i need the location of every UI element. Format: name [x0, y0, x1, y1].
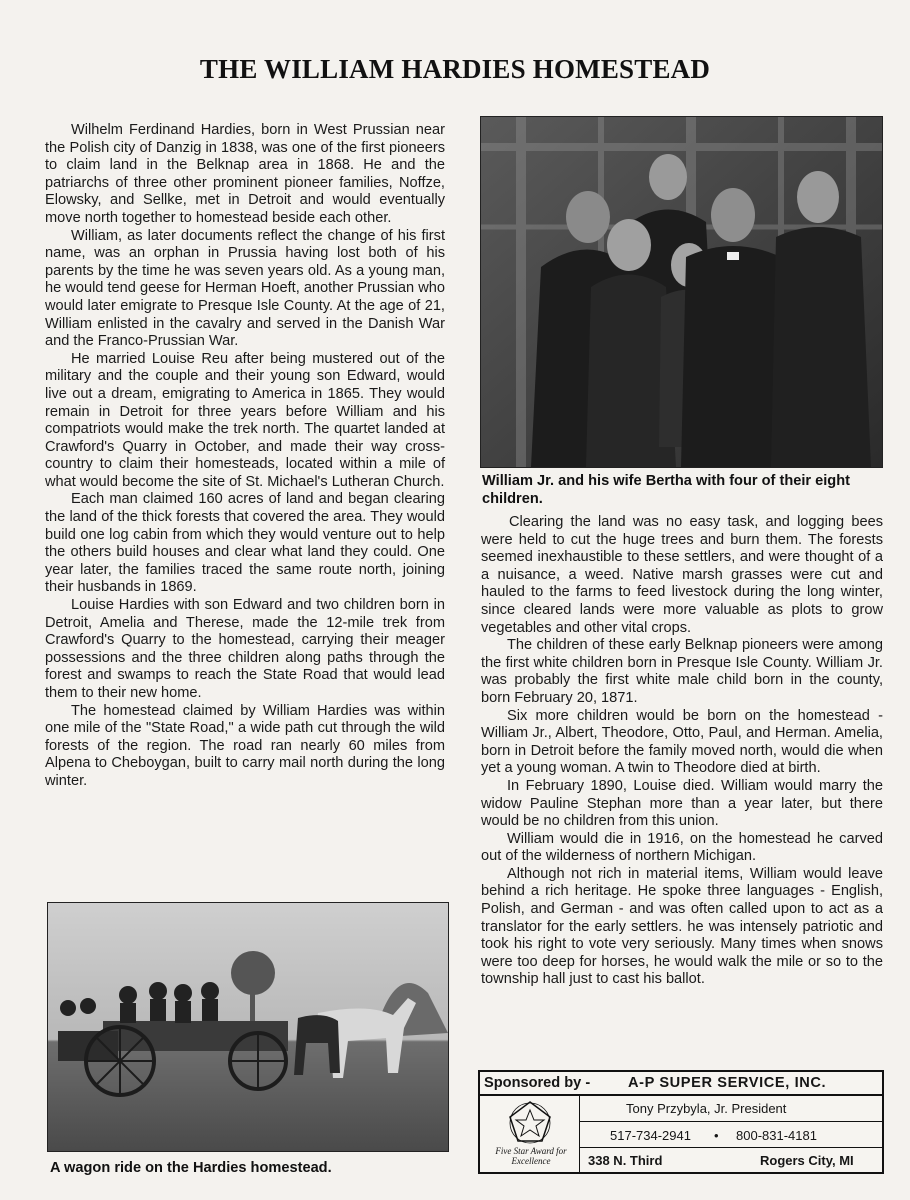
paragraph: The children of these early Belknap pioneers were among the first white children born in Presque Isle County. William Jr. was probably the first white male child born in the county, born February 20, 1871. — [481, 637, 883, 706]
sponsor-label: Sponsored by - — [484, 1075, 591, 1091]
left-article-column — [45, 122, 445, 791]
sponsor-contact: Tony Przybyla, Jr. President — [626, 1101, 787, 1116]
paragraph: Clearing the land was no easy task, and logging bees were held to cut the huge trees and burn them. The forests seemed inexhaustible to these settlers, and were thought of a a nuisance, a weed. Native marsh grasses were cut and hauled to the farms to feed livestock during the long winter, since cleared lands were more valuable as plots to grow vegetables and other vital crops. — [481, 514, 883, 636]
sponsor-address-row — [580, 1148, 882, 1174]
sponsor-city: Rogers City, MI — [760, 1153, 854, 1168]
sponsor-box — [478, 1070, 884, 1174]
sponsor-business-name: A-P SUPER SERVICE, INC. — [628, 1075, 827, 1091]
five-star-award-logo — [480, 1096, 580, 1174]
paragraph: Wilhelm Ferdinand Hardies, born in West Prussian near the Polish city of Danzig in 1838, was one of the first pioneers to claim land in the Belknap area in 1868. He and the patriarchs of three other prominent pioneer families, Noffze, Elowsky, and Sellke, met in Detroit and would eventually move north together to homestead beside each other. — [45, 122, 445, 226]
paragraph: Six more children would be born on the homestead - William Jr., Albert, Theodore, Otto, Paul, and Herman. Amelia, born in Detroit before the family moved north, would die when yet a young woman. A twin to Theodore died at birth. — [481, 707, 883, 777]
paragraph: In February 1890, Louise died. William would marry the widow Pauline Stephan more than a year later, but there would be no children from this union. — [481, 777, 883, 830]
family-portrait-photo — [480, 116, 883, 468]
wagon-ride-photo — [47, 902, 449, 1152]
paragraph: He married Louise Reu after being mustered out of the military and the couple and their young son Edward, would live out a dream, emigrating to America in 1865. They would remain in Detroit for three years before William and his compatriots would make the trek north. The quartet landed at Crawford's Quarry in October, and made their way cross-country to claim their homesteads, located within a mile of what would become the site of St. Michael's Lutheran Church. — [45, 350, 445, 490]
sponsor-address: 338 N. Third — [588, 1153, 663, 1168]
sponsor-header — [480, 1072, 882, 1096]
paragraph: William, as later documents reflect the change of his first name, was an orphan in Prussia having lost both of his parents by the time he was seven years old. As a young man, he would tend geese for Herman Hoeft, another Prussian who would later emigrate to Presque Isle County. At the age of 21, William enlisted in the cavalry and served in the Danish War and the Franco-Prussian War. — [45, 227, 445, 350]
family-photo-caption: William Jr. and his wife Bertha with four of their eight children. — [482, 473, 850, 507]
page-title: THE WILLIAM HARDIES HOMESTEAD — [199, 54, 711, 84]
phone-number-local: 517-734-2941 — [610, 1128, 691, 1143]
five-star-pentagon-emblem-icon — [480, 1098, 580, 1148]
paragraph: William would die in 1916, on the homestead he carved out of the wilderness of northern Michigan. — [481, 830, 883, 865]
phone-separator: • — [714, 1128, 719, 1143]
award-text: Five Star Award for Excellence — [495, 1146, 567, 1166]
paragraph: Although not rich in material items, William would leave behind a rich heritage. He spoke three languages - English, Polish, and German - and was often called upon to act as a translator for the early settlers. he was intensely patriotic and took his right to vote very seriously. Many times when snows were too deep for horses, he would walk the mile or so to the township hall just to cast his ballot. — [481, 865, 883, 988]
sponsor-phone-row — [580, 1122, 882, 1148]
phone-number-tollfree: 800-831-4181 — [736, 1128, 817, 1143]
paragraph: Louise Hardies with son Edward and two children born in Detroit, Amelia and Therese, made the 12-mile trek from Crawford's Quarry to the homestead, carrying their meager possessions and the three children along paths through the forest and swamps to reach the State Road that would lead them to their new home. — [45, 597, 445, 701]
paragraph: Each man claimed 160 acres of land and began clearing the land of the thick forests that covered the area. They would build one log cabin from which they would venture out to help the others build houses and clear what land they could. One year later, the families traced the same route north, joining their husbands in 1869. — [45, 491, 445, 596]
right-article-column — [481, 514, 883, 989]
paragraph: The homestead claimed by William Hardies was within one mile of the "State Road," a wide path cut through the wild forests of the region. The road ran nearly 60 miles from Alpena to Cheboygan, built to carry mail north during the long winter. — [45, 702, 445, 789]
wagon-photo-caption: A wagon ride on the Hardies homestead. — [50, 1160, 332, 1176]
sponsor-contact-row — [580, 1096, 882, 1122]
